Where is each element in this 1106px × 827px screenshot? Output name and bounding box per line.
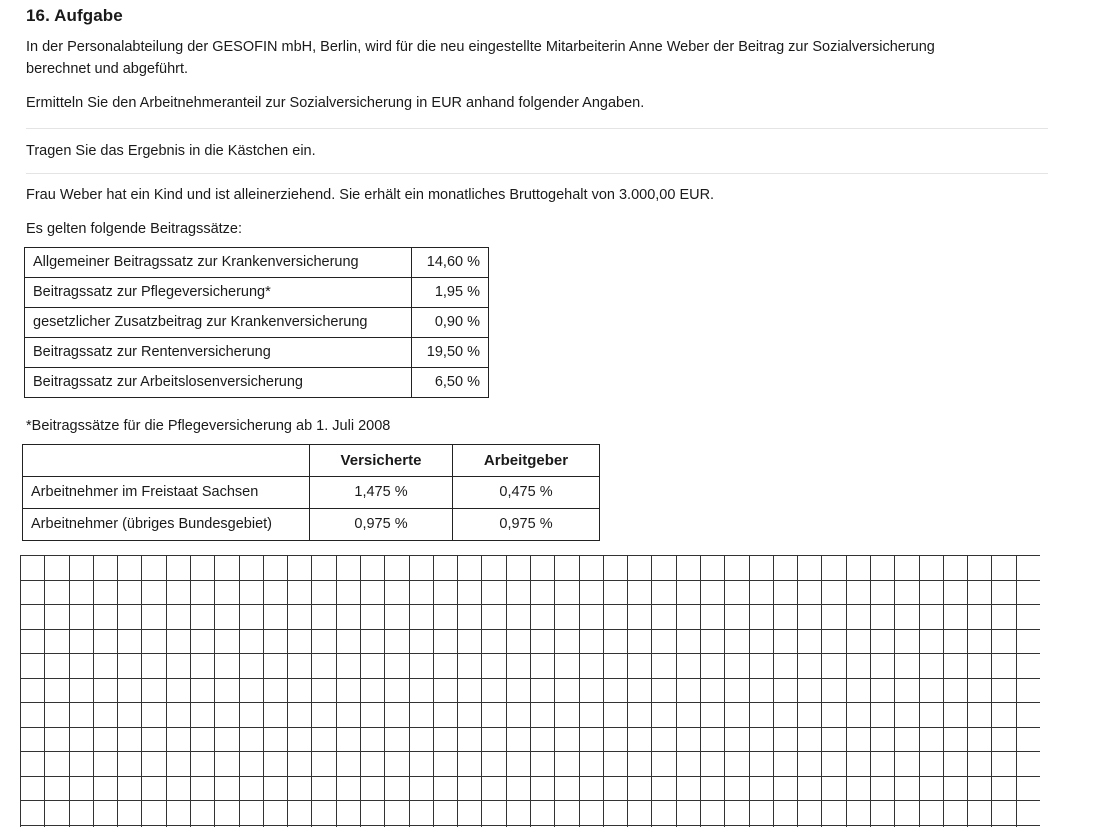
- divider: [26, 128, 1048, 129]
- rate-value: 0,90 %: [412, 308, 489, 338]
- row-label: Arbeitnehmer im Freistaat Sachsen: [23, 477, 310, 509]
- answer-grid[interactable]: [20, 555, 1040, 827]
- situation-text: Frau Weber hat ein Kind und ist alleinerziehend. Sie erhält ein monatliches Bruttogehalt von 3.000,00 EUR.: [26, 187, 715, 203]
- employer-rate: 0,975 %: [453, 509, 600, 541]
- table-row: [23, 477, 600, 509]
- column-header-employer: Arbeitgeber: [453, 445, 600, 477]
- table-row: [25, 308, 489, 338]
- table-row: [25, 248, 489, 278]
- rate-value: 14,60 %: [412, 248, 489, 278]
- table-row: [25, 338, 489, 368]
- row-label: Arbeitnehmer (übriges Bundesgebiet): [23, 509, 310, 541]
- contribution-rates-table: [24, 247, 489, 398]
- intro-line-1: In der Personalabteilung der GESOFIN mbH, Berlin, wird für die neu eingestellte Mitarbeiterin Anne Weber der Beitrag zur Sozialversicherung: [26, 39, 935, 55]
- intro-paragraph: [26, 36, 1066, 80]
- care-insurance-table: [22, 444, 600, 541]
- rate-value: 19,50 %: [412, 338, 489, 368]
- table-row: [25, 368, 489, 398]
- table-row: [23, 509, 600, 541]
- task-title: 16. Aufgabe: [26, 6, 123, 25]
- column-header-insured: Versicherte: [310, 445, 453, 477]
- column-header-empty: [23, 445, 310, 477]
- rate-label: gesetzlicher Zusatzbeitrag zur Krankenversicherung: [25, 308, 412, 338]
- rate-label: Beitragssatz zur Pflegeversicherung*: [25, 278, 412, 308]
- rate-value: 6,50 %: [412, 368, 489, 398]
- instruction-text: Tragen Sie das Ergebnis in die Kästchen ein.: [26, 143, 316, 159]
- table-header-row: [23, 445, 600, 477]
- divider: [26, 173, 1048, 174]
- employer-rate: 0,475 %: [453, 477, 600, 509]
- intro-line-2: berechnet und abgeführt.: [26, 61, 189, 77]
- rates-intro: Es gelten folgende Beitragssätze:: [26, 221, 243, 237]
- insured-rate: 1,475 %: [310, 477, 453, 509]
- task-statement: Ermitteln Sie den Arbeitnehmeranteil zur Sozialversicherung in EUR anhand folgender Angaben.: [26, 95, 645, 111]
- rate-label: Beitragssatz zur Arbeitslosenversicherung: [25, 368, 412, 398]
- insured-rate: 0,975 %: [310, 509, 453, 541]
- answer-grid-lines: [20, 555, 1040, 827]
- table-row: [25, 278, 489, 308]
- rate-value: 1,95 %: [412, 278, 489, 308]
- rate-label: Allgemeiner Beitragssatz zur Krankenversicherung: [25, 248, 412, 278]
- care-footnote: *Beitragssätze für die Pflegeversicherung ab 1. Juli 2008: [26, 418, 391, 434]
- rate-label: Beitragssatz zur Rentenversicherung: [25, 338, 412, 368]
